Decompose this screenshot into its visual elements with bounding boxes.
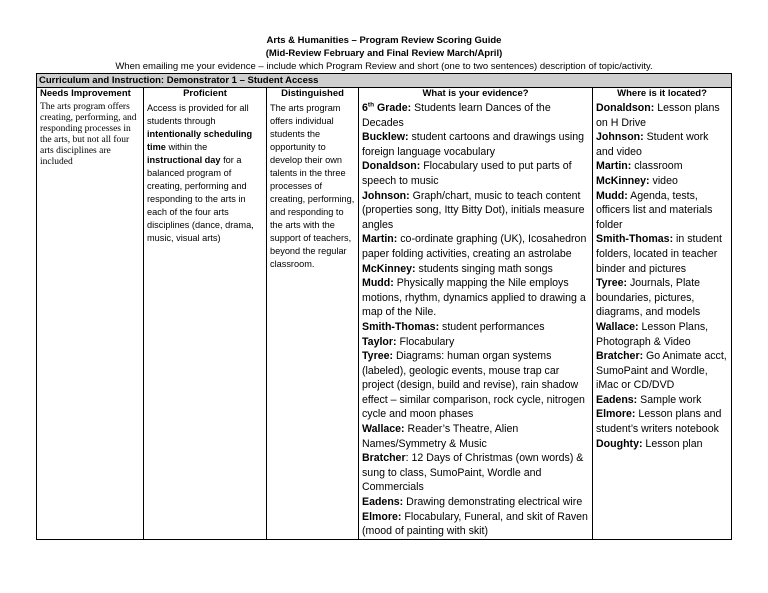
col-header-distinguished: Distinguished [267,88,359,101]
proficient-emphasis-scheduling: intentionally scheduling time [147,129,253,152]
col-header-location: Where is it located? [593,88,732,101]
evidence-entry-text: students singing math songs [415,262,553,275]
evidence-entry [362,451,589,495]
needs-improvement-text: The arts program offers creating, performing, and responding processes in the arts, but not all four arts disciplines are included [40,102,137,167]
location-entry [596,232,728,276]
location-entry-text: video [649,174,678,187]
location-entry-text: Sample work [637,393,702,406]
location-entry [596,320,728,349]
evidence-entry-name: Tyree: [362,350,394,363]
location-entry-text: Student work and video [596,131,709,158]
rubric-row [37,100,732,539]
evidence-entry [362,335,589,350]
location-entry-text: in student folders, located in teacher binder and pictures [596,233,722,275]
section-label: Curriculum and Instruction: Demonstrator 1 – Student Access [37,74,732,88]
location-entry-name: Mudd: [596,189,628,202]
location-entry [596,393,728,408]
evidence-entry [362,232,589,261]
needs-improvement-cell [37,100,144,539]
evidence-entry [362,320,589,335]
location-list [596,101,728,451]
location-entry-text: Lesson plan [642,437,703,450]
location-entry-name: Elmore: [596,408,636,421]
evidence-entry-name: Donaldson: [362,160,421,173]
proficient-text-3: for a balanced program of creating, performing and responding to the arts in each of the four arts disciplines (dance, drama, music, visual arts) [147,155,254,243]
evidence-grade-text: Students learn Dances of the Decades [362,102,551,129]
evidence-entry-name: Martin: [362,233,398,246]
evidence-entry-name: Johnson: [362,189,410,202]
evidence-entry-name: Bratcher [362,452,406,465]
evidence-entry-text: Flocabulary [396,335,455,348]
location-entry [596,174,728,189]
evidence-entry-text: Graph/chart, music to teach content (properties song, Itty Bitty Dot), initials measure angles [362,189,585,231]
evidence-entry-name: Smith-Thomas: [362,320,440,333]
location-entry-text: Go Animate acct, SumoPaint and Wordle, iMac or CD/DVD [596,350,727,392]
location-entry-name: Wallace: [596,320,639,333]
location-entry-name: Doughty: [596,437,643,450]
location-entry [596,101,728,130]
location-entry-text: classroom [631,160,683,173]
evidence-entry-text: Drawing demonstrating electrical wire [403,496,583,509]
evidence-entry [362,262,589,277]
document-instructions: When emailing me your evidence – include which Program Review and short (one to two sentences) description of topic/activity. [115,61,653,72]
evidence-entry-name: McKinney: [362,262,416,275]
evidence-entry-text: Flocabulary, Funeral, and skit of Raven (mood of painting with skit) [362,510,588,538]
evidence-entry-text: Reader’s Theatre, Alien Names/Symmetry & Music [362,423,519,450]
location-entry-text: Lesson plans on H Drive [596,102,720,129]
location-entry [596,349,728,393]
evidence-entry-text: student cartoons and drawings using foreign language vocabulary [362,131,585,158]
col-header-evidence: What is your evidence? [359,88,593,101]
evidence-entry-name: Mudd: [362,277,394,290]
location-entry [596,437,728,452]
document-subtitle: (Mid-Review February and Final Review March/April) [265,48,503,59]
evidence-entry-name: Wallace: [362,423,405,436]
location-cell [593,100,732,539]
evidence-entry-name: Taylor: [362,335,397,348]
proficient-text-2: within the [165,142,208,152]
evidence-entry-text: Flocabulary used to put parts of speech to music [362,160,572,187]
location-entry [596,130,728,159]
location-entry-name: Tyree: [596,277,628,290]
evidence-grade-label: 6th Grade: [362,101,412,114]
location-entry-text: Lesson plans and student’s writers notebook [596,408,722,436]
evidence-entry [362,159,589,188]
evidence-entry-text: : 12 Days of Christmas (own words) & sung to class, SumoPaint, Wordle and Commercials [362,452,584,494]
evidence-entry-grade [362,101,589,130]
location-entry [596,189,728,233]
evidence-entry [362,495,589,510]
location-entry-name: Martin: [596,160,632,173]
location-entry-name: Donaldson: [596,102,655,114]
evidence-entry [362,349,589,422]
location-entry-name: Eadens: [596,393,638,406]
evidence-entry [362,422,589,451]
proficient-emphasis-instructional-day: instructional day [147,155,221,165]
evidence-entry-name: Elmore: [362,510,402,523]
distinguished-text: The arts program offers individual students the opportunity to develop their own talents in the three processes of creating, performing, and responding to the arts with the support of teachers, beyond the regular classroom. [270,103,355,269]
location-entry [596,407,728,436]
scoring-guide-table [36,73,732,540]
evidence-entry-text: student performances [439,320,545,333]
evidence-entry [362,189,589,233]
evidence-entry [362,510,589,539]
location-entry-text: Agenda, tests, officers list and materials folder [596,189,713,231]
evidence-entry-name: Bucklew: [362,131,409,144]
column-headers-row [37,88,732,101]
location-entry-name: Bratcher: [596,350,644,363]
evidence-entry-text: co-ordinate graphing (UK), Icosahedron paper folding activities, creating an astrolabe [362,233,587,260]
evidence-list [362,130,589,539]
proficient-text-1: Access is provided for all students through [147,103,249,126]
section-header-row [37,74,732,88]
col-header-proficient: Proficient [144,88,267,101]
location-entry [596,276,728,320]
evidence-entry-text: Diagrams: human organ systems (labeled), geologic events, mouse trap car project (design, build and revise), rain shadow effect – similar comparison, rock cycle, nitrogen cycle and moon phases [362,350,585,421]
location-entry-text: Journals, Plate boundaries, pictures, diagrams, and models [596,277,701,319]
evidence-cell [359,100,593,539]
evidence-entry-name: Eadens: [362,496,404,509]
col-header-needs-improvement: Needs Improvement [37,88,144,101]
distinguished-cell [267,100,359,539]
location-entry [596,159,728,174]
evidence-entry [362,276,589,320]
proficient-cell [144,100,267,539]
location-entry-name: Johnson: [596,131,644,144]
location-entry-name: Smith-Thomas: [596,233,674,246]
location-entry-name: McKinney: [596,174,650,187]
document-title: Arts & Humanities – Program Review Scoring Guide [266,35,502,46]
location-entry-text: Lesson Plans, Photograph & Video [596,320,709,348]
evidence-entry [362,130,589,159]
evidence-entry-text: Physically mapping the Nile employs motions, rhythm, dynamics applied to drawing a map of the Nile. [362,277,586,319]
